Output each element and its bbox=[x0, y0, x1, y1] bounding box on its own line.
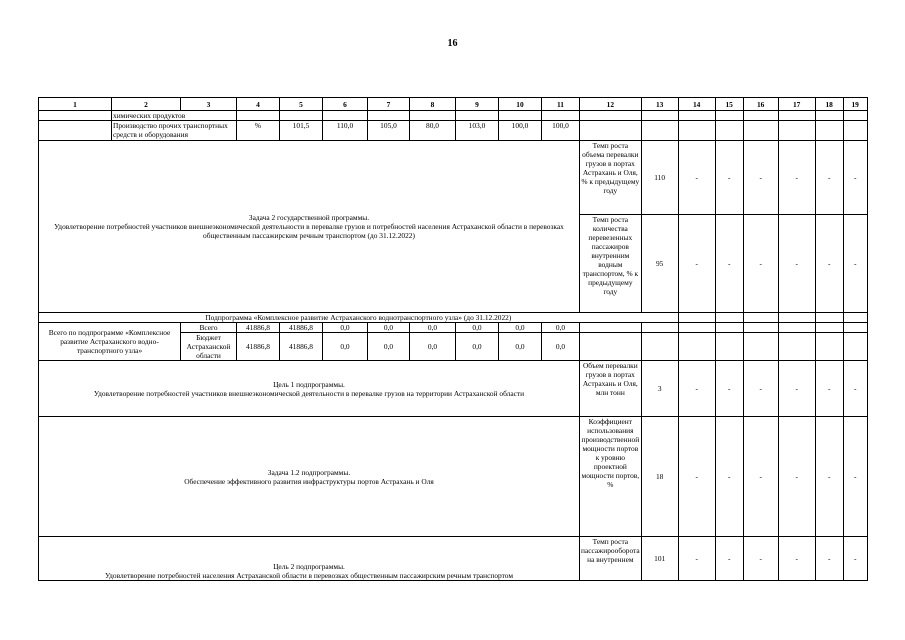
dash-cell: - bbox=[778, 537, 815, 581]
table-row bbox=[39, 361, 868, 417]
col-header: 13 bbox=[641, 98, 678, 111]
indicator-value: 3 bbox=[641, 361, 678, 417]
indicator-value: 95 bbox=[641, 215, 678, 313]
col-header: 12 bbox=[580, 98, 642, 111]
task-title: Задача 1.2 подпрограммы. bbox=[267, 467, 351, 477]
dash-cell: - bbox=[815, 215, 843, 313]
value-cell: 0,0 bbox=[499, 323, 542, 333]
dash-cell: - bbox=[678, 141, 715, 215]
table-row bbox=[39, 111, 868, 121]
col-header: 16 bbox=[743, 98, 778, 111]
value-cell: 100,0 bbox=[542, 121, 580, 141]
col-header: 9 bbox=[456, 98, 499, 111]
col-header: 10 bbox=[499, 98, 542, 111]
dash-cell: - bbox=[715, 417, 743, 537]
goal-title: Цель 2 подпрограммы. bbox=[273, 562, 345, 571]
funding-source: Всего bbox=[181, 323, 237, 333]
col-header: 11 bbox=[542, 98, 580, 111]
col-header: 2 bbox=[112, 98, 181, 111]
indicator-name: Темп роста объема перевалки грузов в портах Астрахань и Оля, % к предыдущему году bbox=[580, 141, 642, 215]
indicator-name: Темп роста количества перевезенных пассажиров внутренним водным транспортом, % к предыдущему году bbox=[580, 215, 642, 313]
table-row bbox=[39, 537, 868, 581]
dash-cell: - bbox=[843, 141, 867, 215]
col-header: 14 bbox=[678, 98, 715, 111]
value-cell: 103,0 bbox=[456, 121, 499, 141]
unit-cell: % bbox=[237, 121, 280, 141]
goal-text: Удовлетворение потребностей населения Астраханской области в перевозках общественным пассажирским речным транспортом bbox=[104, 571, 514, 580]
dash-cell: - bbox=[715, 537, 743, 581]
value-cell: 41886,8 bbox=[280, 323, 323, 333]
dash-cell: - bbox=[778, 417, 815, 537]
value-cell: 0,0 bbox=[456, 333, 499, 361]
dash-cell: - bbox=[743, 417, 778, 537]
col-header: 18 bbox=[815, 98, 843, 111]
dash-cell: - bbox=[743, 537, 778, 581]
task-2-cell bbox=[39, 141, 580, 313]
col-header: 4 bbox=[237, 98, 280, 111]
dash-cell: - bbox=[778, 215, 815, 313]
value-cell: 0,0 bbox=[499, 333, 542, 361]
dash-cell: - bbox=[715, 215, 743, 313]
dash-cell: - bbox=[815, 141, 843, 215]
dash-cell: - bbox=[778, 141, 815, 215]
col-header: 7 bbox=[368, 98, 410, 111]
dash-cell: - bbox=[743, 361, 778, 417]
header-row bbox=[39, 98, 868, 111]
dash-cell: - bbox=[843, 361, 867, 417]
value-cell: 0,0 bbox=[542, 323, 580, 333]
col-header: 5 bbox=[280, 98, 323, 111]
col-header: 6 bbox=[323, 98, 368, 111]
goal-1-cell bbox=[39, 361, 580, 417]
col-header: 17 bbox=[778, 98, 815, 111]
dash-cell: - bbox=[843, 417, 867, 537]
dash-cell: - bbox=[815, 361, 843, 417]
goal-2-cell bbox=[39, 537, 580, 581]
value-cell: 0,0 bbox=[368, 333, 410, 361]
table-row bbox=[39, 121, 868, 141]
col-header: 15 bbox=[715, 98, 743, 111]
funding-source: Бюджет Астраханской области bbox=[181, 333, 237, 361]
subprogram-row bbox=[39, 313, 868, 323]
subprogram-title: Подпрограмма «Комплексное развитие Астраханского воднотранспортного узла» (до 31.12.2022) bbox=[39, 313, 679, 323]
col-header: 8 bbox=[410, 98, 456, 111]
indicator-name: Коэффициент использования производственной мощности портов к уровню проектной мощности портов, % bbox=[580, 417, 642, 537]
dash-cell: - bbox=[815, 417, 843, 537]
dash-cell: - bbox=[743, 215, 778, 313]
row-label: Производство прочих транспортных средств и оборудования bbox=[112, 121, 237, 141]
value-cell: 0,0 bbox=[410, 323, 456, 333]
value-cell: 0,0 bbox=[542, 333, 580, 361]
table-row bbox=[39, 141, 868, 215]
dash-cell: - bbox=[678, 215, 715, 313]
col-header: 3 bbox=[181, 98, 237, 111]
dash-cell: - bbox=[715, 141, 743, 215]
indicator-value: 110 bbox=[641, 141, 678, 215]
value-cell: 110,0 bbox=[323, 121, 368, 141]
page-number: 16 bbox=[447, 38, 458, 49]
value-cell: 0,0 bbox=[368, 323, 410, 333]
value-cell: 41886,8 bbox=[280, 333, 323, 361]
subprogram-total-label: Всего по подпрограмме «Комплексное развитие Астраханского воднотранспортного узла» bbox=[39, 323, 181, 361]
dash-cell: - bbox=[843, 215, 867, 313]
indicator-name: Объем перевалки грузов в портах Астрахань и Оля, млн тонн bbox=[580, 361, 642, 417]
goal-text: Удовлетворение потребностей участников внешнеэкономической деятельности в перевалке грузов на территории Астраханской области bbox=[93, 388, 525, 398]
value-cell: 0,0 bbox=[410, 333, 456, 361]
value-cell: 80,0 bbox=[410, 121, 456, 141]
dash-cell: - bbox=[715, 361, 743, 417]
value-cell: 41886,8 bbox=[237, 323, 280, 333]
value-cell: 105,0 bbox=[368, 121, 410, 141]
value-cell: 0,0 bbox=[323, 323, 368, 333]
value-cell: 100,0 bbox=[499, 121, 542, 141]
table-row bbox=[39, 323, 868, 333]
chem-products-cell: химических продуктов bbox=[112, 111, 237, 121]
dash-cell: - bbox=[815, 537, 843, 581]
indicator-value: 101 bbox=[641, 537, 678, 581]
indicators-table bbox=[38, 97, 868, 581]
task-title: Задача 2 государственной программы. bbox=[248, 213, 370, 222]
dash-cell: - bbox=[743, 141, 778, 215]
dash-cell: - bbox=[678, 537, 715, 581]
col-header: 19 bbox=[843, 98, 867, 111]
indicator-value: 18 bbox=[641, 417, 678, 537]
indicator-name: Темп роста пассажирооборота на внутреннем bbox=[580, 537, 642, 581]
goal-title: Цель 1 подпрограммы. bbox=[273, 379, 345, 389]
task-1-2-cell bbox=[39, 417, 580, 537]
value-cell: 101,5 bbox=[280, 121, 323, 141]
task-text: Обеспечение эффективного развития инфраструктуры портов Астрахань и Оля bbox=[184, 476, 434, 486]
value-cell: 0,0 bbox=[456, 323, 499, 333]
dash-cell: - bbox=[678, 417, 715, 537]
value-cell: 0,0 bbox=[323, 333, 368, 361]
table-row bbox=[39, 417, 868, 537]
dash-cell: - bbox=[843, 537, 867, 581]
dash-cell: - bbox=[678, 361, 715, 417]
task-text: Удовлетворение потребностей участников внешнеэкономической деятельности в перевалке грузов и потребностей населения Астраханской области в перевозках общественным пассажирским речным транспортом (до 31.12.2022) bbox=[54, 222, 564, 240]
value-cell: 41886,8 bbox=[237, 333, 280, 361]
col-header: 1 bbox=[39, 98, 112, 111]
dash-cell: - bbox=[778, 361, 815, 417]
